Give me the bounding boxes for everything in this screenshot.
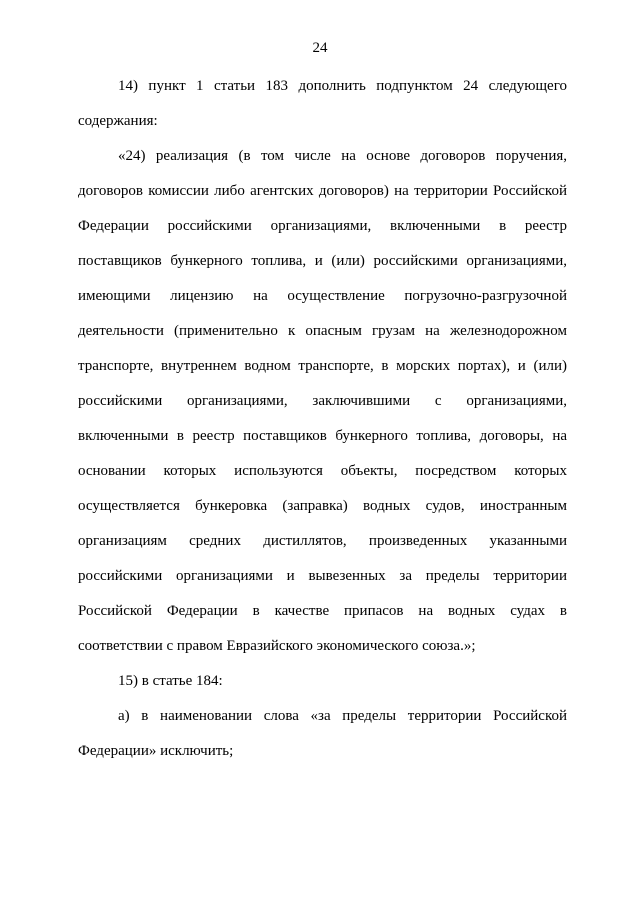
text-line: российскими организациями и вывезенных за пределы территории [78, 568, 567, 584]
text-line: осуществляется бункеровка (заправка) водных судов, иностранным [78, 498, 567, 514]
text-line: содержания: [78, 113, 158, 129]
text-line: организациям средних дистиллятов, произведенных указанными [78, 533, 567, 549]
text-line: Федерации» исключить; [78, 743, 234, 759]
text-line: 15) в статье 184: [118, 673, 223, 689]
text-line: «24) реализация (в том числе на основе договоров поручения, [118, 148, 567, 164]
text-line: транспорте, внутреннем водном транспорте, в морских портах), и (или) [78, 358, 567, 374]
text-line: деятельности (применительно к опасным грузам на железнодорожном [78, 323, 567, 339]
text-line: а) в наименовании слова «за пределы территории Российской [118, 708, 567, 724]
text-line: Российской Федерации в качестве припасов на водных судах в [78, 603, 567, 619]
text-line: основании которых используются объекты, посредством которых [78, 463, 567, 479]
text-line: российскими организациями, заключившими с организациями, [78, 393, 567, 409]
text-line: Федерации российскими организациями, включенными в реестр [78, 218, 567, 234]
page-number: 24 [312, 40, 328, 56]
text-line: соответствии с правом Евразийского экономического союза.»; [78, 638, 476, 654]
text-line: имеющими лицензию на осуществление погрузочно-разгрузочной [78, 288, 567, 304]
text-line: договоров комиссии либо агентских договоров) на территории Российской [78, 183, 567, 199]
text-line: включенными в реестр поставщиков бункерного топлива, договоры, на [78, 428, 567, 444]
text-line: 14) пункт 1 статьи 183 дополнить подпунктом 24 следующего [118, 78, 567, 94]
text-line: поставщиков бункерного топлива, и (или) российскими организациями, [78, 253, 567, 269]
